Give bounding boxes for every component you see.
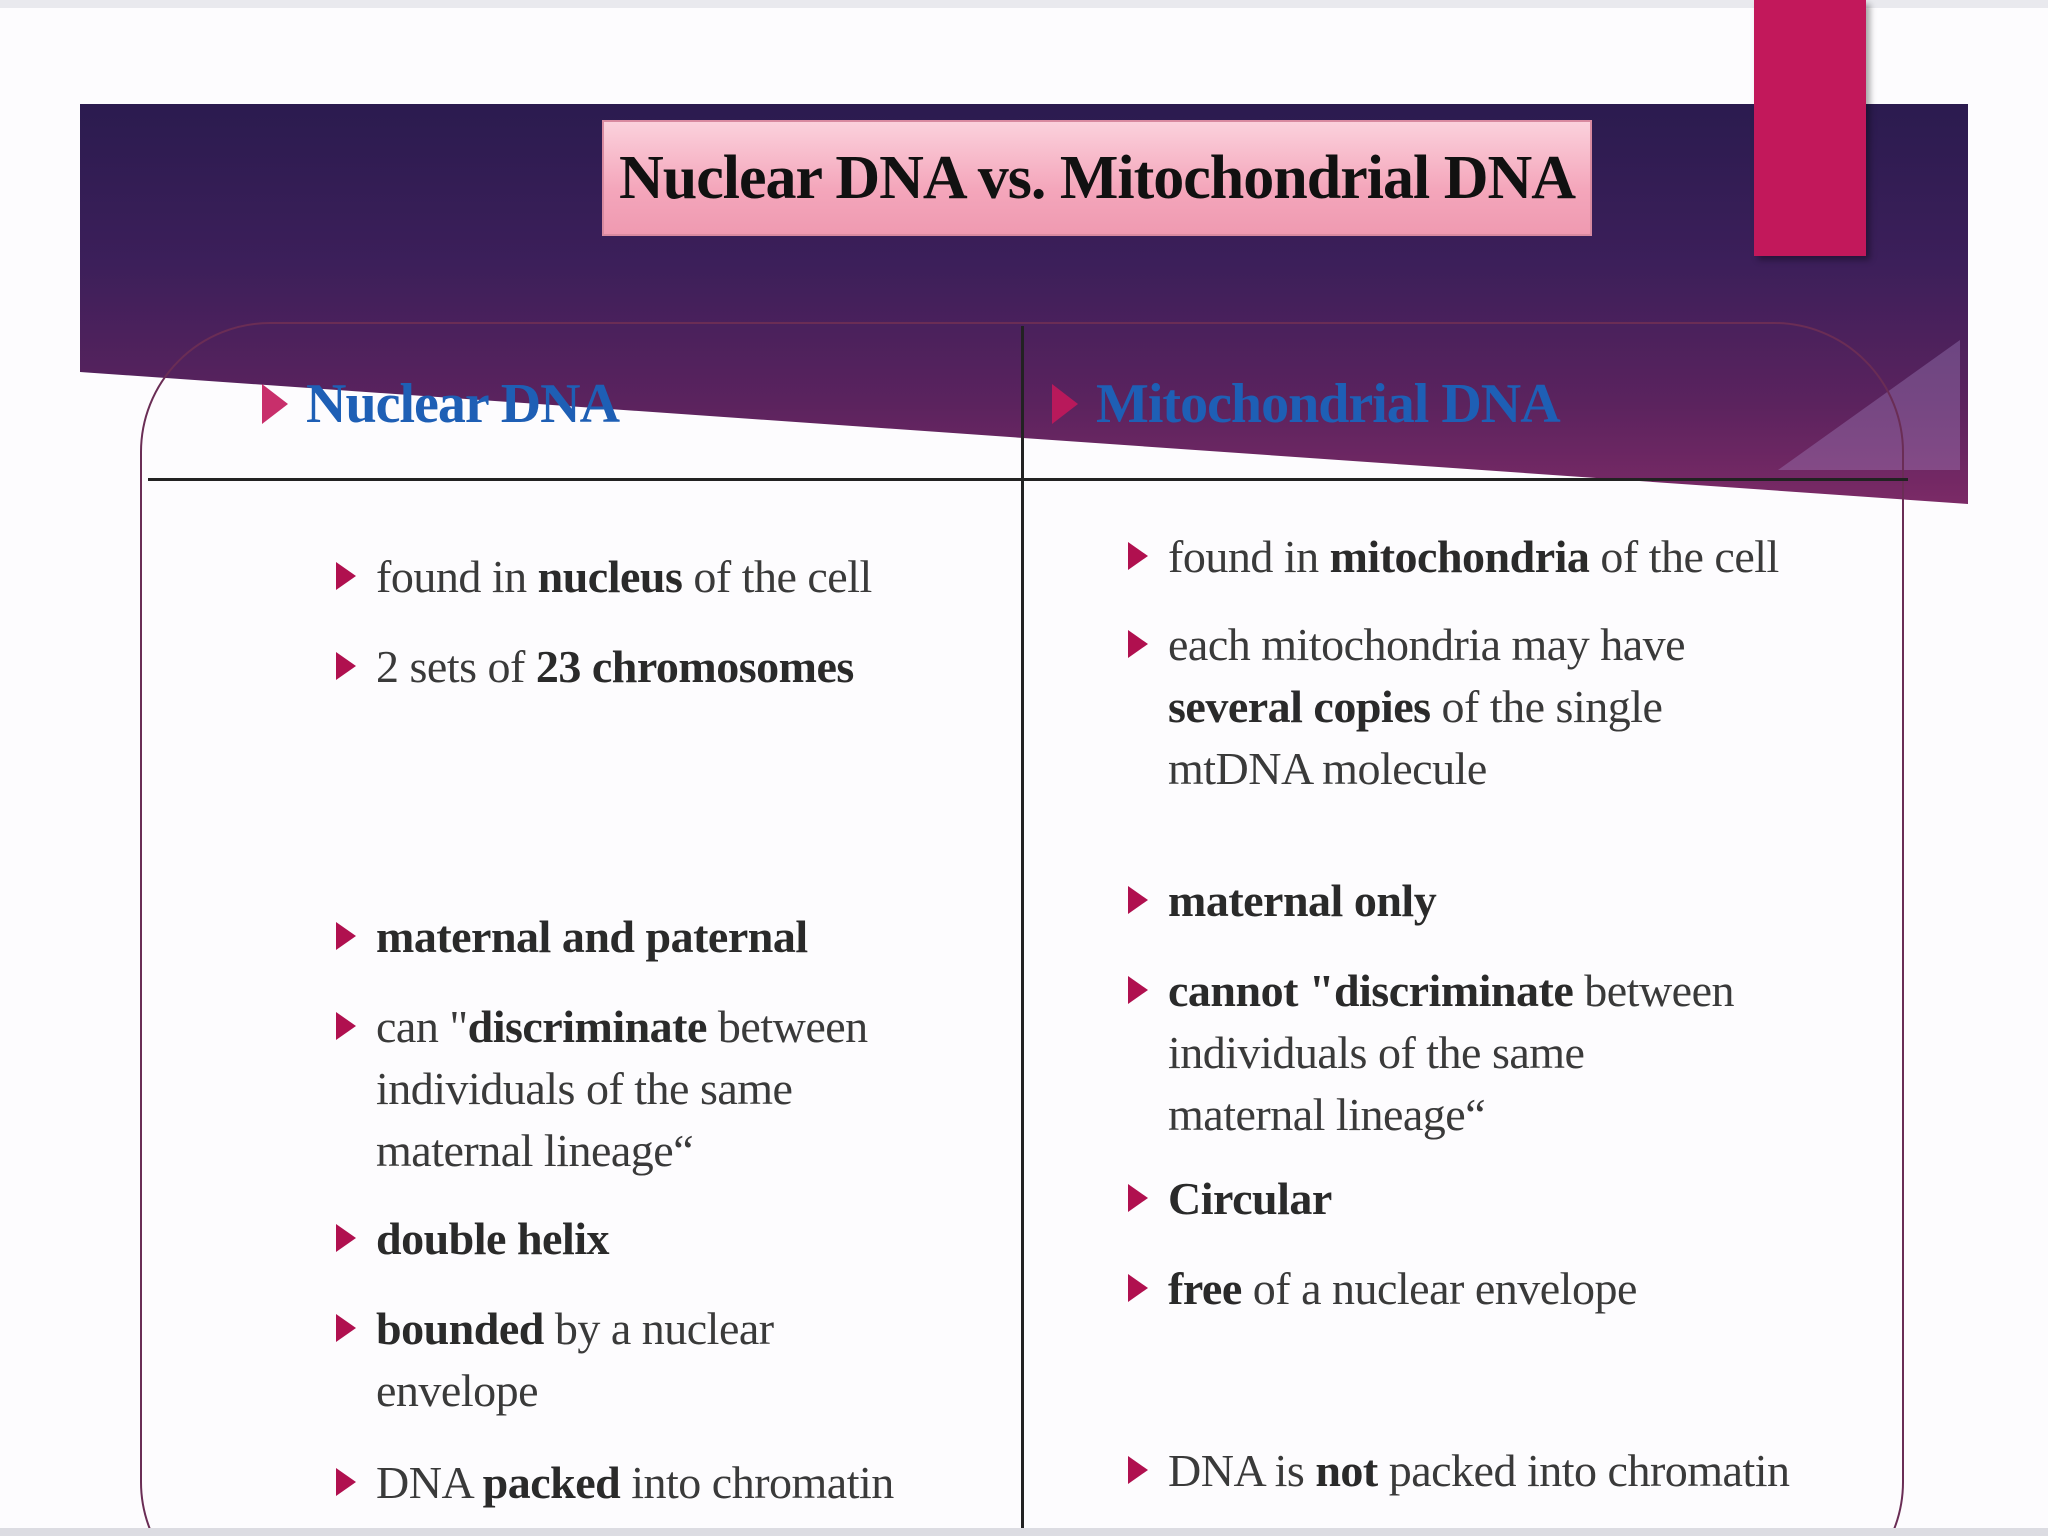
triangle-bullet-icon (336, 922, 356, 950)
slide-title: Nuclear DNA vs. Mitochondrial DNA (618, 143, 1576, 212)
bullet-text: maternal only (1168, 875, 1437, 926)
nuclear-item-4 (336, 996, 896, 1182)
bullet-text: can "discriminate between individuals of the same maternal lineage“ (376, 1001, 868, 1176)
triangle-bullet-icon (336, 1012, 356, 1040)
bullet-text: free of a nuclear envelope (1168, 1263, 1637, 1314)
triangle-bullet-icon (1128, 886, 1148, 914)
nuclear-item-3 (336, 906, 976, 968)
header-divider (148, 478, 1908, 481)
bullet-text: double helix (376, 1213, 610, 1264)
triangle-bullet-icon (1128, 1456, 1148, 1484)
bullet-text: found in mitochondria of the cell (1168, 531, 1779, 582)
mito-item-6 (1128, 1258, 1828, 1320)
triangle-bullet-icon (1128, 1274, 1148, 1302)
triangle-bullet-icon (336, 1314, 356, 1342)
bullet-text: 2 sets of 23 chromosomes (376, 641, 854, 692)
triangle-bullet-icon (336, 1468, 356, 1496)
nuclear-dna-header (262, 372, 619, 436)
nuclear-item-5 (336, 1208, 976, 1270)
triangle-bullet-icon (1128, 542, 1148, 570)
bullet-text: each mitochondria may have several copies of the single mtDNA molecule (1168, 619, 1686, 794)
nuclear-item-1 (336, 546, 976, 608)
nuclear-item-7 (336, 1452, 996, 1514)
triangle-bullet-icon (1052, 384, 1078, 424)
top-strip (0, 0, 2048, 8)
title-box (602, 120, 1592, 236)
bottom-strip (0, 1528, 2048, 1536)
triangle-bullet-icon (336, 1224, 356, 1252)
bullet-text: maternal and paternal (376, 911, 808, 962)
bullet-text: cannot "discriminate between individuals of the same maternal lineage“ (1168, 965, 1735, 1140)
bullet-text: Circular (1168, 1173, 1332, 1224)
triangle-bullet-icon (1128, 976, 1148, 1004)
bullet-text: found in nucleus of the cell (376, 551, 872, 602)
mito-item-3 (1128, 870, 1828, 932)
bullet-text: DNA is not packed into chromatin (1168, 1445, 1790, 1496)
mito-item-4 (1128, 960, 1748, 1146)
triangle-bullet-icon (336, 652, 356, 680)
nuclear-item-6 (336, 1298, 776, 1422)
mito-item-5 (1128, 1168, 1828, 1230)
bullet-text: DNA packed into chromatin (376, 1457, 894, 1508)
accent-bar (1754, 0, 1866, 256)
triangle-bullet-icon (1128, 630, 1148, 658)
column-divider (1021, 326, 1024, 1536)
mito-item-1 (1128, 526, 1828, 588)
mito-item-7 (1128, 1440, 1868, 1502)
column-header-label: Nuclear DNA (306, 373, 620, 435)
bullet-text: bounded by a nuclear envelope (376, 1303, 774, 1416)
triangle-bullet-icon (1128, 1184, 1148, 1212)
mito-item-2 (1128, 614, 1688, 800)
triangle-bullet-icon (262, 384, 288, 424)
triangle-bullet-icon (336, 562, 356, 590)
mitochondrial-dna-header (1052, 372, 1560, 436)
nuclear-item-2 (336, 636, 976, 698)
column-header-label: Mitochondrial DNA (1096, 373, 1560, 435)
